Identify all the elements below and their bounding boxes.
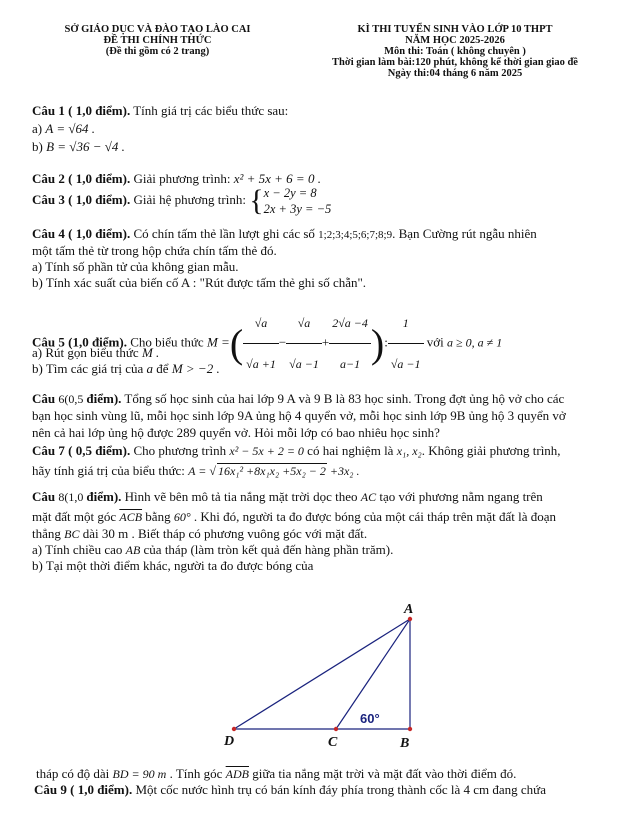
q8-text3b: dài 30 m . Biết tháp có phương vuông góc với mặt đất. — [79, 526, 368, 541]
q7-expr-lhs: A = — [188, 464, 210, 478]
point-label-c: C — [328, 735, 338, 750]
point-c — [334, 727, 338, 731]
department-name: SỞ GIÁO DỤC VÀ ĐÀO TẠO LÀO CAI — [64, 24, 251, 35]
point-label-a: A — [404, 602, 414, 617]
q7-text1: Cho phương trình — [130, 443, 230, 458]
angle-60-label: 60° — [360, 711, 380, 726]
q1-text: Tính giá trị các biểu thức sau: — [130, 103, 289, 118]
q1-a-expr: A = √64 . — [45, 121, 95, 136]
q8-title-score: 8(1,0 — [58, 490, 87, 504]
divide-sign: : — [384, 334, 388, 350]
q8-var-bc: BC — [64, 527, 80, 541]
point-label-d: D — [224, 734, 235, 749]
q5-b-text: b) Tìm các giá trị của — [32, 361, 147, 376]
minus-sign: − — [278, 334, 287, 350]
q6-title-score: 6(0,5 — [58, 392, 87, 406]
q7-text3: . Không giải phương trình, — [421, 443, 561, 458]
q7-roots: x₁, x₂ — [396, 444, 422, 458]
q8-title: Câu — [32, 489, 59, 504]
q8-part-b: b) Tại một thời điểm khác, người ta đo được bóng của — [32, 558, 314, 573]
q5-b-expr: M > −2 . — [171, 361, 220, 376]
q4-line2: một tấm thẻ từ trong hộp chứa chín tấm thẻ đó. — [32, 243, 277, 258]
q2-title: Câu 2 ( 1,0 điểm). — [32, 171, 131, 186]
q4-part-a: a) Tính số phần tử của không gian mẫu. — [32, 259, 239, 274]
q5-text: Cho biểu thức — [126, 334, 207, 350]
q8-var-ab: AB — [125, 543, 141, 557]
q8-cont-text3: giữa tia nắng mặt trời và mặt đất vào thời điểm đó. — [248, 766, 517, 781]
q7-expr-radicand: 16x₁² +8x₁x₂ +5x₂ − 2 — [217, 464, 326, 478]
q8-var-bd: BD = 90 m — [112, 767, 167, 781]
q8-a-text1: a) Tính chiều cao — [32, 542, 126, 557]
school-year: NĂM HỌC 2025-2026 — [405, 35, 505, 46]
q3-eq2: 2x + 3y = −5 — [263, 202, 332, 216]
fraction-4-num: 1 — [388, 303, 424, 344]
q8-cont-text2: . Tính góc — [166, 766, 226, 781]
point-d — [232, 727, 236, 731]
q1-a-label: a) — [32, 121, 46, 136]
q2-text: Giải phương trình: — [130, 171, 234, 186]
right-paren: ) — [370, 320, 385, 366]
q8-text2c: . Khi đó, người ta đo được bóng của một cái tháp trên mặt đất là đoạn — [190, 509, 557, 524]
fraction-4-den: √a −1 — [390, 357, 421, 371]
q3-title: Câu 3 ( 1,0 điểm). — [32, 191, 131, 207]
q5-a-text: a) Rút gọn biểu thức — [32, 345, 142, 360]
q6-title-end: điểm). — [86, 391, 122, 406]
q8-angle-value: 60° — [173, 510, 191, 524]
page-count: (Đề thi gồm có 2 trang) — [105, 46, 210, 57]
q8-text2b: bằng — [142, 509, 174, 524]
q8-cont-text1: tháp có độ dài — [36, 766, 113, 781]
left-paren: ( — [229, 320, 244, 366]
q8-text2a: mặt đất một góc — [32, 509, 120, 524]
q9-title: Câu 9 ( 1,0 điểm). — [34, 782, 133, 797]
q8-continuation — [36, 766, 516, 782]
q3-text: Giải hệ phương trình: — [130, 191, 250, 207]
q8-title-end: điểm). — [86, 489, 122, 504]
q7-line2: hãy tính giá trị của biểu thức: A = √ 16x₁² +8x₁x₂ +5x₂ − 2 +3x₂ . — [32, 463, 360, 478]
q7-equation: x² − 5x + 2 = 0 — [229, 444, 304, 458]
official-label: ĐỀ THI CHÍNH THỨC — [103, 35, 212, 46]
point-a — [408, 617, 412, 621]
q2-equation: x² + 5x + 6 = 0 . — [233, 171, 321, 186]
q6-line3: nên cả hai lớp ủng hộ được 289 quyển vở. Hỏi mỗi lớp có bao nhiêu học sinh? — [32, 425, 440, 440]
q8-text3a: thẳng — [32, 526, 65, 541]
system-brace: { — [249, 184, 264, 217]
fraction-1-num: √a — [243, 303, 279, 344]
point-label-b: B — [400, 736, 410, 751]
q4-text2: . Bạn Cường rút ngẫu nhiên — [392, 226, 537, 241]
segment-ad — [234, 619, 410, 729]
q6-text1: Tổng số học sinh của hai lớp 9 A và 9 B là 83 học sinh. Trong đợt ủng hộ vở cho các — [121, 391, 565, 406]
point-b — [408, 727, 412, 731]
q5-b-mid: để — [153, 361, 172, 376]
q1-b-label: b) — [32, 139, 47, 154]
q5-title: Câu 5 (1,0 điểm). — [32, 334, 127, 350]
q8-angle-adb: $\overline{ADB}$ — [225, 767, 249, 781]
q5-lhs: M = — [206, 334, 230, 350]
q5-condition: a ≥ 0, a ≠ 1 — [447, 335, 503, 350]
q4-text1: Có chín tấm thẻ lần lượt ghi các số — [130, 226, 319, 241]
q4-title: Câu 4 ( 1,0 điểm). — [32, 226, 131, 241]
q5-a-var: M . — [141, 345, 160, 360]
q6-title: Câu — [32, 391, 59, 406]
exam-title: KÌ THI TUYỂN SINH VÀO LỚP 10 THPT — [357, 24, 553, 35]
fraction-3-num: 2√a −4 — [329, 303, 371, 344]
subject: Môn thi: Toán ( không chuyên ) — [384, 46, 526, 57]
q8-var-ac: AC — [360, 490, 377, 504]
fraction-2-den: √a −1 — [289, 357, 319, 371]
q7-text4: hãy tính giá trị của biểu thức: — [32, 463, 189, 478]
q6-line2: bạn học sinh vùng lũ, mỗi học sinh lớp 9A ủng hộ 4 quyển vở, mỗi học sinh lớp 9B ủng hộ 3 quyển vở — [32, 408, 566, 423]
q9-text: Một cốc nước hình trụ có bán kính đáy phía trong thành cốc là 4 cm đang chứa — [132, 782, 546, 797]
q8-a-text2: của tháp (làm tròn kết quả đến hàng phần trăm). — [140, 542, 394, 557]
fraction-3-den: a−1 — [339, 357, 361, 371]
q4-part-b: b) Tính xác suất của biến cố A : "Rút được tấm thẻ ghi số chẵn". — [32, 275, 367, 290]
exam-date: Ngày thi:04 tháng 6 năm 2025 — [387, 68, 523, 79]
q5-b-var: a — [146, 361, 154, 376]
q4-numbers: 1;2;3;4;5;6;7;8;9 — [318, 229, 393, 241]
q8-text1b: tạo với phương nằm ngang trên — [376, 489, 543, 504]
q7-title: Câu 7 ( 0,5 điểm). — [32, 443, 131, 458]
q8-angle-acb: $\overline{ACB}$ — [119, 510, 143, 524]
q5-cond-text: với — [423, 334, 448, 350]
q9-line — [34, 782, 546, 797]
fraction-2-num: √a — [286, 303, 322, 344]
q1-title: Câu 1 ( 1,0 điểm). — [32, 103, 131, 118]
q7-expr-tail: +3x₂ . — [326, 464, 360, 478]
q8-text1a: Hình vẽ bên mô tả tia nắng mặt trời dọc theo — [121, 489, 361, 504]
fraction-1-den: √a +1 — [246, 357, 276, 371]
plus-sign: + — [321, 334, 330, 350]
q3-eq1: x − 2y = 8 — [263, 186, 317, 200]
time-limit: Thời gian làm bài:120 phút, không kể thời gian giao đề — [332, 57, 578, 68]
q7-text2: có hai nghiệm là — [303, 443, 397, 458]
q1-b-expr: B = √36 − √4 . — [46, 139, 125, 154]
